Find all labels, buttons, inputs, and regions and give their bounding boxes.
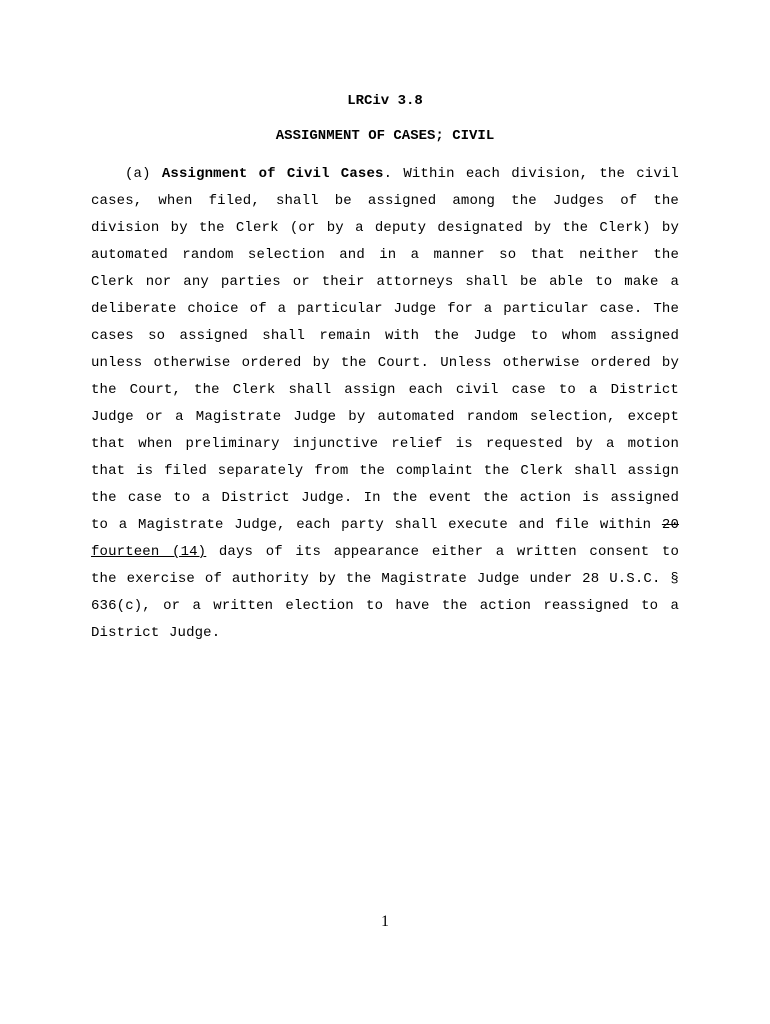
- section-heading: Assignment of Civil Cases: [161, 166, 384, 182]
- section-text-end: days of its appearance either a written consent to the exercise of authority by the Magistrate Judge under 28 U.S.C. § 636(c), or a written election to have the action reassigned to a District Judge.: [91, 544, 680, 641]
- section-heading-punctuation: .: [383, 166, 393, 182]
- page-number: 1: [381, 913, 389, 930]
- rule-number: LRCiv 3.8: [347, 93, 423, 109]
- inserted-text: fourteen (14): [91, 544, 207, 560]
- deleted-text: 20: [661, 517, 679, 533]
- section-text-main: Within each division, the civil cases, when filed, shall be assigned among the Judges of the division by the Clerk (or by a deputy designated by the Clerk) by automated random selection and in a manner so that neither the Clerk nor any parties or their attorneys shall be able to make a deliberate choice of a particular Judge for a particular case. The cases so assigned shall remain with the Judge to whom assigned unless otherwise ordered by the Court. Unless otherwise ordered by the Court, the Clerk shall assign each civil case to a District Judge or a Magistrate Judge by automated random selection, except that when preliminary injunctive relief is requested by a motion that is filed separately from the complaint the Clerk shall assign the case to a District Judge. In the event the action is assigned to a Magistrate Judge, each party shall execute and file within: [91, 166, 679, 533]
- section-a-paragraph: [91, 161, 679, 647]
- rule-title: ASSIGNMENT OF CASES; CIVIL: [275, 128, 495, 144]
- section-label: (a): [125, 166, 162, 182]
